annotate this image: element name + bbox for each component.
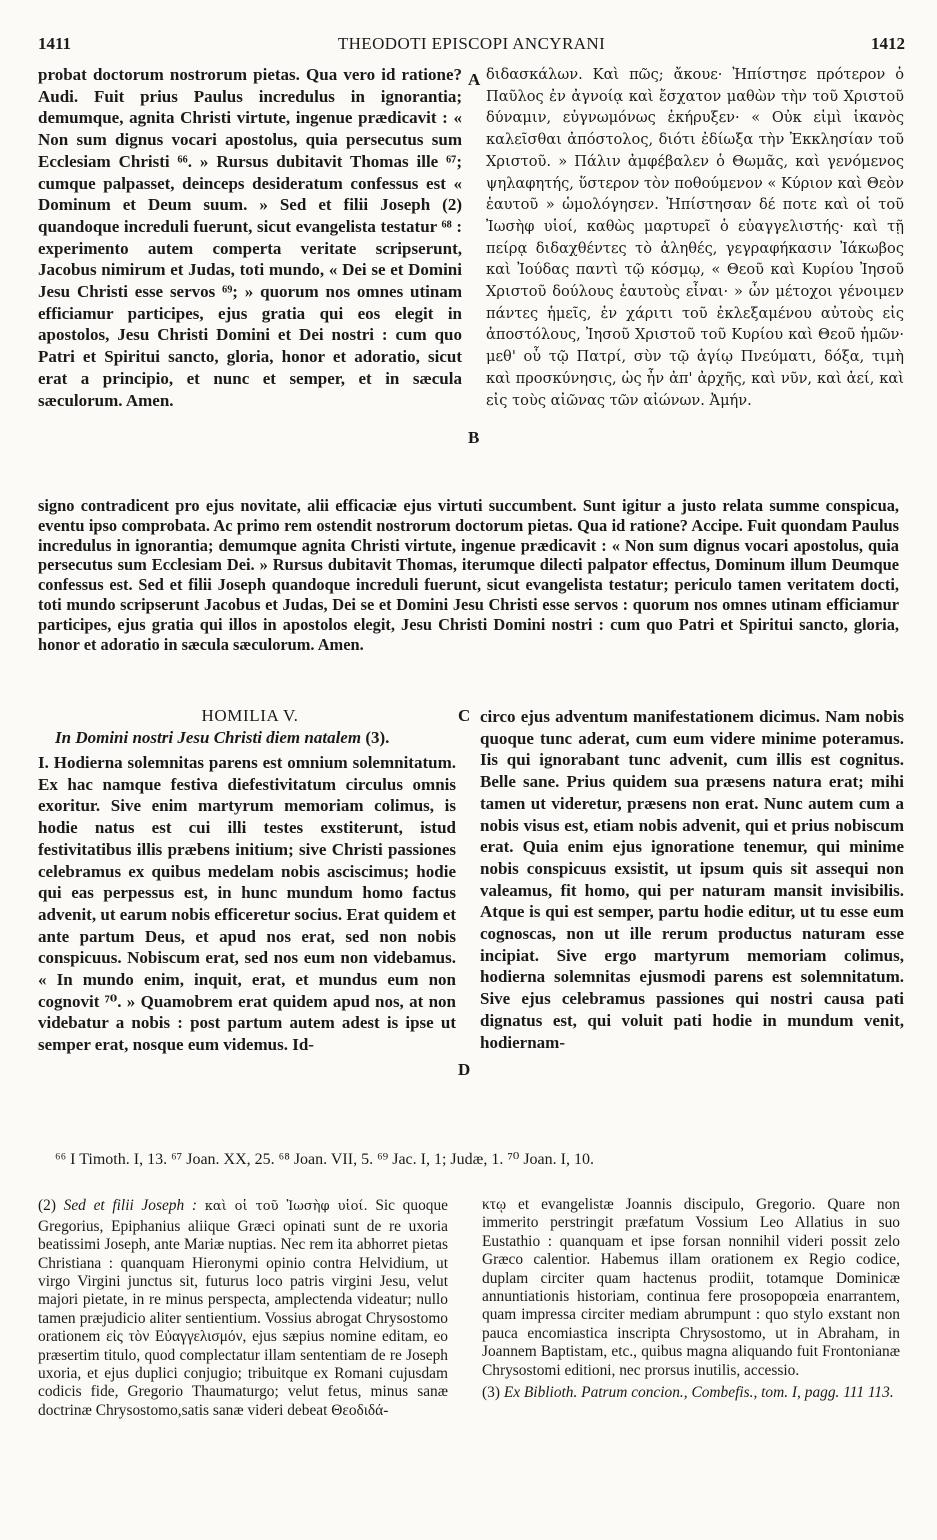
alternate-translation [38,496,899,672]
running-title: THEODOTI EPISCOPI ANCYRANI [337,34,606,53]
note-2-text: Sic quoque Gregorius, Epiphanius aliique Græci opinati sunt de re uxoria beatissimi Joseph, ante Mariæ nuptias. Nec rem ita abhorret pietas Christiana : quanquam Hieronymi opinio contra Helvidium, ut virgo Virgini junctus sit, futurus loco patris virgini Jesu, velut majori pietate, in re minus perspecta, amplectenda videatur; nullo tamen præjudicio aliter sentientium. Vossius abrogat Chrysostomo orationem εἰς τὸν Εὐαγγελισμόν, ejus sæpius nomine editam, eo præsertim titulo, quod complectatur illam sententiam de re Joseph uxoria, et ejus duplici conjugio; tribuitque ex Romani cujusdam codicis fide, Gregorio Thaumaturgo; velut fetus, minus sanæ doctrinæ Chrysostomo,satis sanæ videri debeat Θεοδιδά- [38,1197,448,1419]
homily-column-left [38,752,456,1122]
homily-subtitle-text: In Domini nostri Jesu Christi diem natalem [55,728,362,747]
homily-title: HOMILIA V. [201,706,299,725]
column-marker-c: C [458,706,471,725]
page-number-right: 1412 [871,34,905,53]
greek-column-top [486,64,904,466]
column-marker-d: D [458,1060,471,1079]
note-2-left [38,1196,448,1496]
column-marker-b: B [468,428,480,447]
note-3-text: Ex Biblioth. Patrum concion., Combefis., tom. I, pagg. 111 113. [503,1384,894,1402]
note-2-continuation: κτῳ et evangelistæ Joannis discipulo, Gregorio. Quare non immerito perstringit præfatum Vossium Leo Allatius in suo Eustathio : quanquam et ipse forsan nonnihil videri possit zelo Græco calentior. Habemus illam orationem ex Regio codice, duplam circiter quam hactenus prodiit, totamque Dominicæ annuntiationis historiam, continua fere prosopopœia enarrantem, quam impressa circiter mediam abrumpunt : quo stylo exstant non pauca encomiastica inscripta Chrysostomo, ut in Abraham, in Joannem Baptistam, etc., quibus magna aliquando fuit Frontonianæ Chrysostomi editioni, nec prorsus inutilis, accessio. [482,1196,900,1379]
alternate-paragraph: signo contradicent pro ejus novitate, alii efficaciæ ejus virtuti succumbent. Sunt igitur a justo relata summe conspicua, eventu ipso comprobata. Ac primo rem ostendit nostrorum doctorum pietas. Qua id ratione? Accipe. Fuit quondam Paulus incredulus in ignorantia; demumque agnita Christi virtute, ingenue prædicavit : « Non sum dignus vocari apostolus, quia persecutus sum Ecclesiam Dei. » Rursus dubitavit Thomas, iterumque dilecti palpator effectus, Dominum illum Deumque confessus est. Sed et filii Joseph quandoque increduli fuerunt, sicut evangelista testatur; periculo tamen veritatem docti, toti mundo scripserunt Jacobus et Judas, Dei se et Domini Jesu Christi esse servos : quorum nos omnes utinam efficiamur participes, ejus gratia qui illos in apostolos elegit, Jesu Christi Domini nostri : cum quo Patri et Spiritui sancto, gloria, honor et adoratio in sæcula sæculorum. Amen. [38,496,899,654]
homily-subtitle [55,728,465,748]
note-3-number: (3) [482,1384,500,1402]
note-2-right [482,1196,900,1496]
scripture-references: ⁶⁶ I Timoth. I, 13. ⁶⁷ Joan. XX, 25. ⁶⁸ Joan. VII, 5. ⁶⁹ Jac. I, 1; Judæ, 1. ⁷⁰ Joan. I, 10. [55,1151,594,1168]
greek-paragraph: διδασκάλων. Καὶ πῶς; ἄκουε· Ἠπίστησε πρότερον ὁ Παῦλος ἐν ἀγνοίᾳ καὶ ἔσχατον μαθὼν τὴν τοῦ Χριστοῦ δύναμιν, εὐγνωμόνως ἐκήρυξεν· « Οὐκ εἰμὶ ἱκανὸς καλεῖσθαι ἀπόστολος, διότι ἐδίωξα τὴν Ἐκκλησίαν τοῦ Χριστοῦ. » Πάλιν ἀμφέβαλεν ὁ Θωμᾶς, καὶ γενόμενος ψηλαφητής, ὕστερον τὸν ποθούμενον « Κύριον καὶ Θεὸν ἑαυτοῦ » ὡμολόγησεν. Ἠπίστησαν δέ ποτε καὶ οἱ τοῦ Ἰωσὴφ υἱοί, καθὼς μαρτυρεῖ ὁ εὐαγγελιστής· καὶ τῇ πείρᾳ διδαχθέντες τὸ ἀληθές, γεγραφήκασιν Ἰάκωβος καὶ Ἰούδας παντὶ τῷ κόσμῳ, « Θεοῦ καὶ Κυρίου Ἰησοῦ Χριστοῦ δούλους ἑαυτοὺς εἶναι· » ὧν μέτοχοι γένοιμεν πάντες ἡμεῖς, ἐν χάριτι τοῦ ἐκλεξαμένου αὐτοὺς εἰς ἀποστόλους, Ἰησοῦ Χριστοῦ τοῦ Κυρίου καὶ Θεοῦ ἡμῶν· μεθ' οὗ τῷ Πατρί, σὺν τῷ ἁγίῳ Πνεύματι, δόξα, τιμὴ καὶ προσκύνησις, ὡς ἦν ἀπ' ἀρχῆς, καὶ νῦν, καὶ ἀεί, καὶ εἰς τοὺς αἰῶνας τῶν αἰώνων. Ἀμήν. [486,66,904,409]
note-2-lemma: Sed et filii Joseph : [63,1197,197,1214]
latin-column-top [38,64,462,466]
latin-paragraph: probat doctorum nostrorum pietas. Qua vero id ratione? Audi. Fuit prius Paulus incredulus in ignorantia; demumque, agnita Christi virtute, ingenue prædicavit : « Non sum dignus vocari apostolus, quia persecutus sum Ecclesiam Christi ⁶⁶. » Rursus dubitavit Thomas ille ⁶⁷; cumque palpasset, deinceps desideratum confessus est « Dominum et Deum suum. » Sed et filii Joseph (2) quandoque increduli fuerunt, sicut evangelista testatur ⁶⁸ : experimento autem comperta veritate scripserunt, Jacobus nimirum et Judas, toti mundo, « Dei se et Domini Jesu Christi esse servos ⁶⁹; » quorum nos omnes utinam efficiamur participes, ejus gratia qui eos elegit in apostolos, Jesu Christi Domini et Dei nostri : cum quo Patri et Spiritui sancto, gloria, honor et adoratio, sicut erat a principio, et nunc et semper, et in sæcula sæculorum. Amen. [38,65,462,410]
note-2-number: (2) [38,1197,56,1214]
homily-left-paragraph: I. Hodierna solemnitas parens est omnium solemnitatum. Ex hac namque festiva diefestivitatum circulus omnis exoritur. Sive enim martyrum memoriam colimus, is hodie natus est cui illi testes exstiterunt, istud festivitatibus illis præbens initium; sive Christi passiones celebramus ex quibus medelam nobis asciscimus; hodie qui eas perpessus est, in hunc mundum homo factus advenit, ut earum nobis efficeretur socius. Erat quidem et ante partum Deus, et apud nos erat, sed non nobis conspicuus. Nobiscum erat, sed nos eum non videbamus. « In mundo enim, inquit, erat, et mundus eum non cognovit ⁷⁰. » Quamobrem erat quidem apud nos, at non videbatur a nobis : post partum autem adest is ipse ut semper erat, nosque eum videmus. Id- [38,753,456,1055]
homily-column-right [480,706,904,1122]
homily-subtitle-note: (3). [365,728,390,747]
homily-right-paragraph: circo ejus adventum manifestationem dicimus. Nam nobis quoque tunc aderat, cum eum videre minime poteramus. Iis qui ignorabant tunc advenit, cum illis est cognitus. Belle sane. Prius quidem sua præsens natura erat; mihi tamen ut videretur, præsens non erat. Nunc autem cum a nobis visus est, etiam nobis advenit, qui et prius nobiscum erat. Quia enim ejus ignoratione tenemur, qui minime nobis conspicuus exsistit, ut ipsum quis sit assequi non valeamus, fit homo, qui per naturam mansit invisibilis. Atque is qui est semper, partu hodie editur, ut tu esse eum cognoscas, non ut ille rerum productus naturam esse incipiat. Sive ergo martyrum memoriam colimus, hodierna solemnitas ejusmodi parens est solemnitatum. Sive ejus celebramus passiones qui nostri causa pati dignatus est, qui voluit pati hodie in mundum venit, hodiernam- [480,707,904,1052]
note-2-greek: καὶ οἱ τοῦ Ἰωσὴφ υἱοί. [204,1199,368,1214]
column-marker-a: A [468,70,481,89]
running-header [38,34,905,58]
page-number-left: 1411 [38,34,72,53]
